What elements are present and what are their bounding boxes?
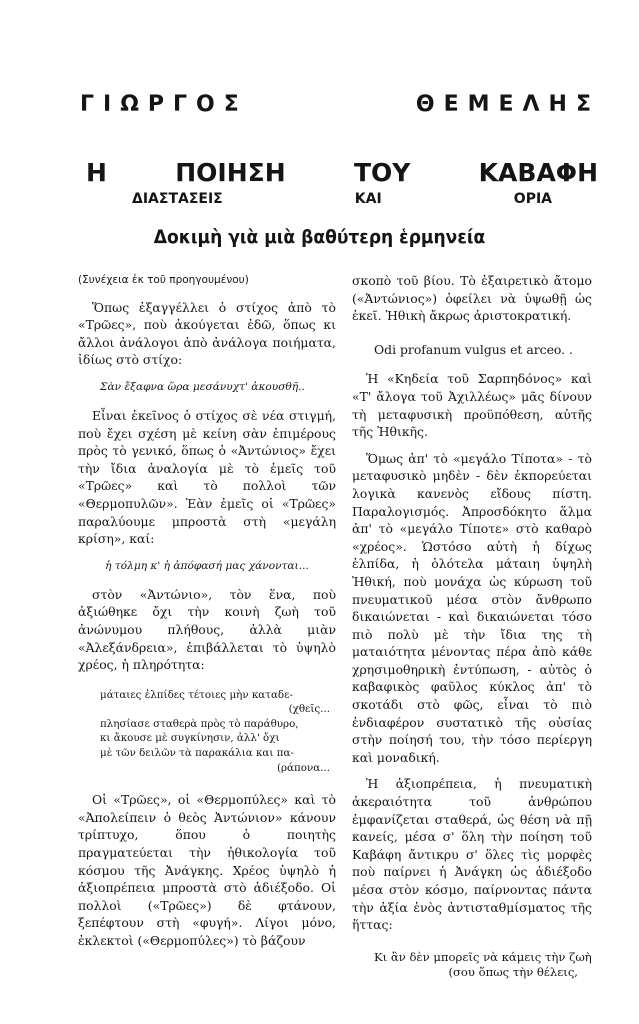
paragraph: σκοπὸ τοῦ βίου. Τὸ ἐξαιρετικὸ ἄτομο («Ἀντώνιος») ὀφείλει νὰ ὑψωθῇ ὡς ἐκεῖ. Ἠθικὴ ἄκρως ἀριστοκρατική. <box>352 273 592 324</box>
continued-note: (Συνέχεια ἐκ τοῦ προηγουμένου) <box>78 274 249 286</box>
paragraph: Οἱ «Τρῶες», οἱ «Θερμοπύλες» καὶ τὸ «Ἀπολείπειν ὁ θεὸς Ἀντώνιον» κάνουν τρίπτυχο, ὅπου ὁ ποιητὴς πραγματεύεται τὴν ἠθικολογία τοῦ κόσμου τῆς Ἀνάγκης. Χρέος ὑψηλὸ ἡ ἀξιοπρέπεια μπροστὰ στὸ ἀδιέξοδο. Οἱ πολλοὶ («Τρῶες») δὲ φτάνουν, ξεπέφτουν στὴ «φυγή». Λίγοι μόνο, ἐκλεκτοὶ («Θερμοπύλες») τὸ βάζουν <box>78 792 336 948</box>
author-name: ΓΙΩΡΓΟΣ ΘΕΜΕΛΗΣ <box>80 92 600 117</box>
article-title: Η ΠΟΙΗΣΗ ΤΟΥ ΚΑΒΑΦΗ <box>86 158 598 187</box>
paragraph: Ἡ «Κηδεία τοῦ Σαρπηδόνος» καὶ «Τ' ἄλογα τοῦ Ἀχιλλέως» μᾶς δίνουν τὴ μεταφυσικὴ προϋπόθεση, αὐτῆς τῆς Ἠθικῆς. <box>352 371 592 440</box>
verse-line: (ράπονα... <box>276 761 330 774</box>
verse-quote: Σὰν ἔξαφνα ὥρα μεσάνυχτ' ἀκουσθῆ.. <box>100 380 305 393</box>
verse-block <box>100 688 336 776</box>
paragraph: Ὅπως ἐξαγγέλλει ὁ στίχος ἀπὸ τὸ «Τρῶες», ποὺ ἀκούγεται ἐδῶ, ὅπως κι ἄλλοι ἀνάλογοι ἀπὸ ἀνάλογα ποιήματα, ἰδίως στὸ στίχο: <box>78 299 336 368</box>
verse-line: (σου ὅπως τὴν θέλεις, <box>448 964 578 979</box>
left-column <box>78 272 336 950</box>
verse-line: μὲ τῶν δειλῶν τὰ παρακάλια και πα- <box>100 747 294 760</box>
verse-line: κι ἄκουσε μὲ συγκίνησιν, ἀλλ' ὄχι <box>100 732 280 745</box>
verse-line: μάταιες ἐλπίδες τέτοιες μὴν καταδε- <box>100 688 293 701</box>
closing-verse <box>352 950 592 980</box>
verse-line: (χθεῖς... <box>288 703 330 716</box>
verse-line: πλησίασε σταθερὰ πρὸς τὸ παράθυρο, <box>100 717 299 730</box>
verse-line: Κι ἂν δὲν μπορεῖς νὰ κάμεις τὴν ζωὴ <box>374 949 592 964</box>
paragraph: Ὅμως ἀπ' τὸ «μεγάλο Τίποτα» - τὸ μεταφυσικὸ μηδὲν - δὲν ἐκπορεύεται λογικὰ κανενὸς εἴδους πίστη. Παραλογισμός. Ἀπροσδόκητο ἅλμα ἀπ' τὸ «μεγάλο Τίποτε» στὸ καθαρὸ «χρέος». Ὡστόσο αὐτὴ ἡ δίχως ἐλπίδα, ἡ ὁλότελα μάταιη ὑψηλὴ Ἠθική, ποὺ μονάχα ὡς κύρωση τοῦ πνευματικοῦ μέσα στὸν ἄνθρωπο δικαιώνεται - καὶ δικαιώνεται τόσο πιὸ πολὺ μὲ τὴν ἴδια της τὴ ματαιότητα μένοντας πέρα ἀπὸ κάθε χρησιμοθηρικὴ ἐντύπωση, - αὐτὸς ὁ καβαφικὸς φαῦλος κύκλος ἀπ' τὸ σκοτάδι στὸ φῶς, εἶναι τὸ πιὸ ἐνδιαφέρον συστατικὸ τῆς οὐσίας στὴν ποίησή του, τὴν τόσο περίεργη καὶ μοναδική. <box>352 450 592 765</box>
paragraph: στὸν «Ἀντώνιο», τὸν ἕνα, ποὺ ἀξιώθηκε ὄχι τὴν κοινὴ ζωὴ τοῦ ἀνώνυμου πλήθους, ἀλλὰ μιὰν «Ἀλεξάνδρεια», ἐπιβάλλεται τὸ ὑψηλὸ χρέος, ἡ πληρότητα: <box>78 586 336 673</box>
right-column <box>352 272 592 980</box>
paragraph: Ἡ ἀξιοπρέπεια, ἡ πνευματικὴ ἀκεραιότητα τοῦ ἀνθρώπου ἐμφανίζεται σταθερά, ὡς θέση νὰ πῇ κανείς, μέσα σ' ὅλη τὴν ποίηση τοῦ Καβάφη ἄντικρυ σ' ὅλες τὶς μορφὲς ποὺ παίρνει ἡ Ἀνάγκη ὡς ἀδιέξοδο μέσα στὸν κόσμο, παίρνοντας πάντα τὴν ἀξία ἑνὸς ἀντισταθμίσματος τῆς ἥττας: <box>352 776 592 933</box>
essay-title: Δοκιμὴ γιὰ μιὰ βαθύτερη ἑρμηνεία <box>153 226 486 248</box>
latin-quote: Odi profanum vulgus et arceo. . <box>374 341 573 357</box>
paragraph: Εἶναι ἐκεῖνος ὁ στίχος σὲ νέα στιγμή, ποὺ ἔχει σχέση μὲ κείνη σὰν ἐπιμέρους πρὸς τὸ γενικό, ὅπως ὁ «Ἀντώνιος» ἔχει τὴν ἴδια ἀναλογία μὲ τὸ ἐμεῖς τοῦ «Τρῶες» καὶ τὸ πολλοὶ τῶν «Θερμοπυλῶν». Ἐὰν ἐμεῖς οἱ «Τρῶες» παραλύουμε μπροστὰ στὴ «μεγάλη κρίση», καί: <box>78 407 336 547</box>
article-subtitle: ΔΙΑΣΤΑΣΕΙΣ ΚΑΙ ΟΡΙΑ <box>132 191 552 207</box>
verse-quote: ἡ τόλμη κ' ἡ ἀπόφασή μας χάνονται... <box>105 559 309 572</box>
